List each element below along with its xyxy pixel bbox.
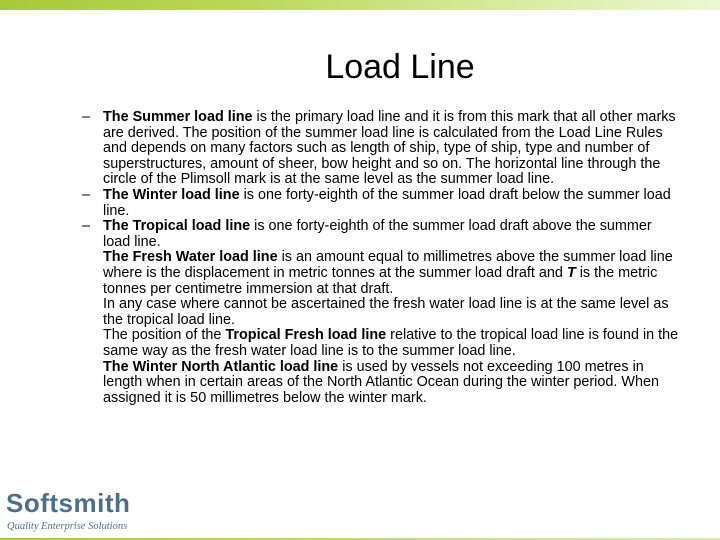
paragraph-fresh-water-note	[82, 297, 682, 328]
tropical-fresh-text-2: relative to the tropical load line is found in the same way as the fresh water load line is to the summer load line.	[103, 327, 679, 359]
logo-tagline: Quality Enterprise Solutions	[7, 521, 128, 532]
slide-body	[82, 110, 682, 406]
slide-title: Load Line	[325, 48, 475, 86]
fresh-water-note-text: In any case where cannot be ascertained the fresh water load line is at the same level as the tropical load line.	[103, 296, 669, 328]
paragraph-summer-load-line	[82, 110, 682, 188]
winter-load-line-text: is one forty-eighth of the summer load draft below the summer load line.	[103, 186, 671, 219]
tropical-load-line-text: is one forty-eighth of the summer load draft above the summer load line.	[103, 218, 652, 250]
paragraph-fresh-water-load-line	[82, 250, 682, 297]
summer-load-line-term: The Summer load line	[103, 109, 253, 125]
bullet-dash: –	[82, 186, 91, 203]
tropical-load-line-term: The Tropical load line	[103, 218, 251, 235]
tropical-fresh-load-line-term: Tropical Fresh load line	[225, 327, 387, 344]
symbol-t: T	[566, 264, 576, 281]
paragraph-winter-north-atlantic-load-line	[82, 360, 682, 407]
fresh-water-load-line-text-2: is the metric tonnes per centimetre immersion at that draft.	[103, 264, 658, 297]
top-accent-bar	[0, 0, 720, 10]
tropical-fresh-text-1: The position of the	[103, 327, 226, 344]
bullet-dash: –	[82, 109, 91, 125]
fresh-water-load-line-term: The Fresh Water load line	[103, 249, 278, 266]
softsmith-logo	[6, 488, 146, 536]
paragraph-tropical-load-line	[82, 219, 682, 250]
winter-north-atlantic-term: The Winter North Atlantic load line	[103, 358, 339, 375]
bullet-dash: –	[82, 218, 91, 235]
winter-north-atlantic-text: is used by vessels not exceeding 100 metres in length when in certain areas of the North Atlantic Ocean during the winter period. When assigned it is 50 millimetres below the winter mark.	[103, 358, 659, 406]
fresh-water-load-line-text: is an amount equal to millimetres above the summer load line where is the displacement in metric tonnes at the summer load draft and	[103, 249, 673, 281]
winter-load-line-term: The Winter load line	[103, 186, 240, 203]
paragraph-winter-load-line	[82, 188, 682, 219]
logo-wordmark: Softsmith	[6, 488, 131, 518]
paragraph-tropical-fresh-load-line	[82, 328, 682, 359]
summer-load-line-text: is the primary load line and it is from this mark that all other marks are derived. The position of the summer load line is calculated from the Load Line Rules and depends on many factors such as length of ship, type of ship, type and number of superstructures, amount of sheer, bow height and so on. The horizontal line through the circle of the Plimsoll mark is at the same level as the summer load line.	[103, 109, 676, 188]
